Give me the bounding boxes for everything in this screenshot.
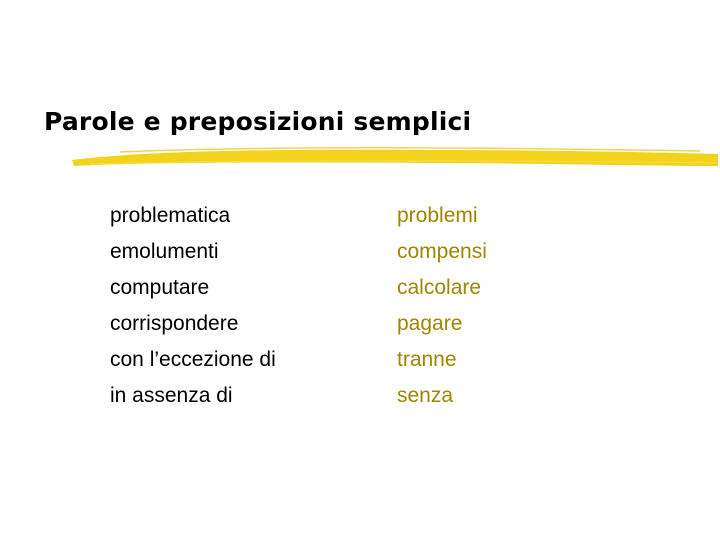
- list-item: problemi: [397, 204, 478, 227]
- list-item: pagare: [397, 312, 463, 335]
- slide-title: Parole e preposizioni semplici: [44, 107, 472, 136]
- list-item: in assenza di: [110, 384, 233, 407]
- list-item: con l’eccezione di: [110, 348, 276, 371]
- list-item: tranne: [397, 348, 457, 371]
- simplified-terms-list: [397, 202, 487, 418]
- list-item: corrispondere: [110, 312, 239, 335]
- original-terms-list: [110, 202, 276, 418]
- list-item: computare: [110, 276, 210, 299]
- list-item: senza: [397, 384, 454, 407]
- list-item: calcolare: [397, 276, 482, 299]
- list-item: problematica: [110, 204, 231, 227]
- list-item: emolumenti: [110, 240, 219, 263]
- list-item: compensi: [397, 240, 487, 263]
